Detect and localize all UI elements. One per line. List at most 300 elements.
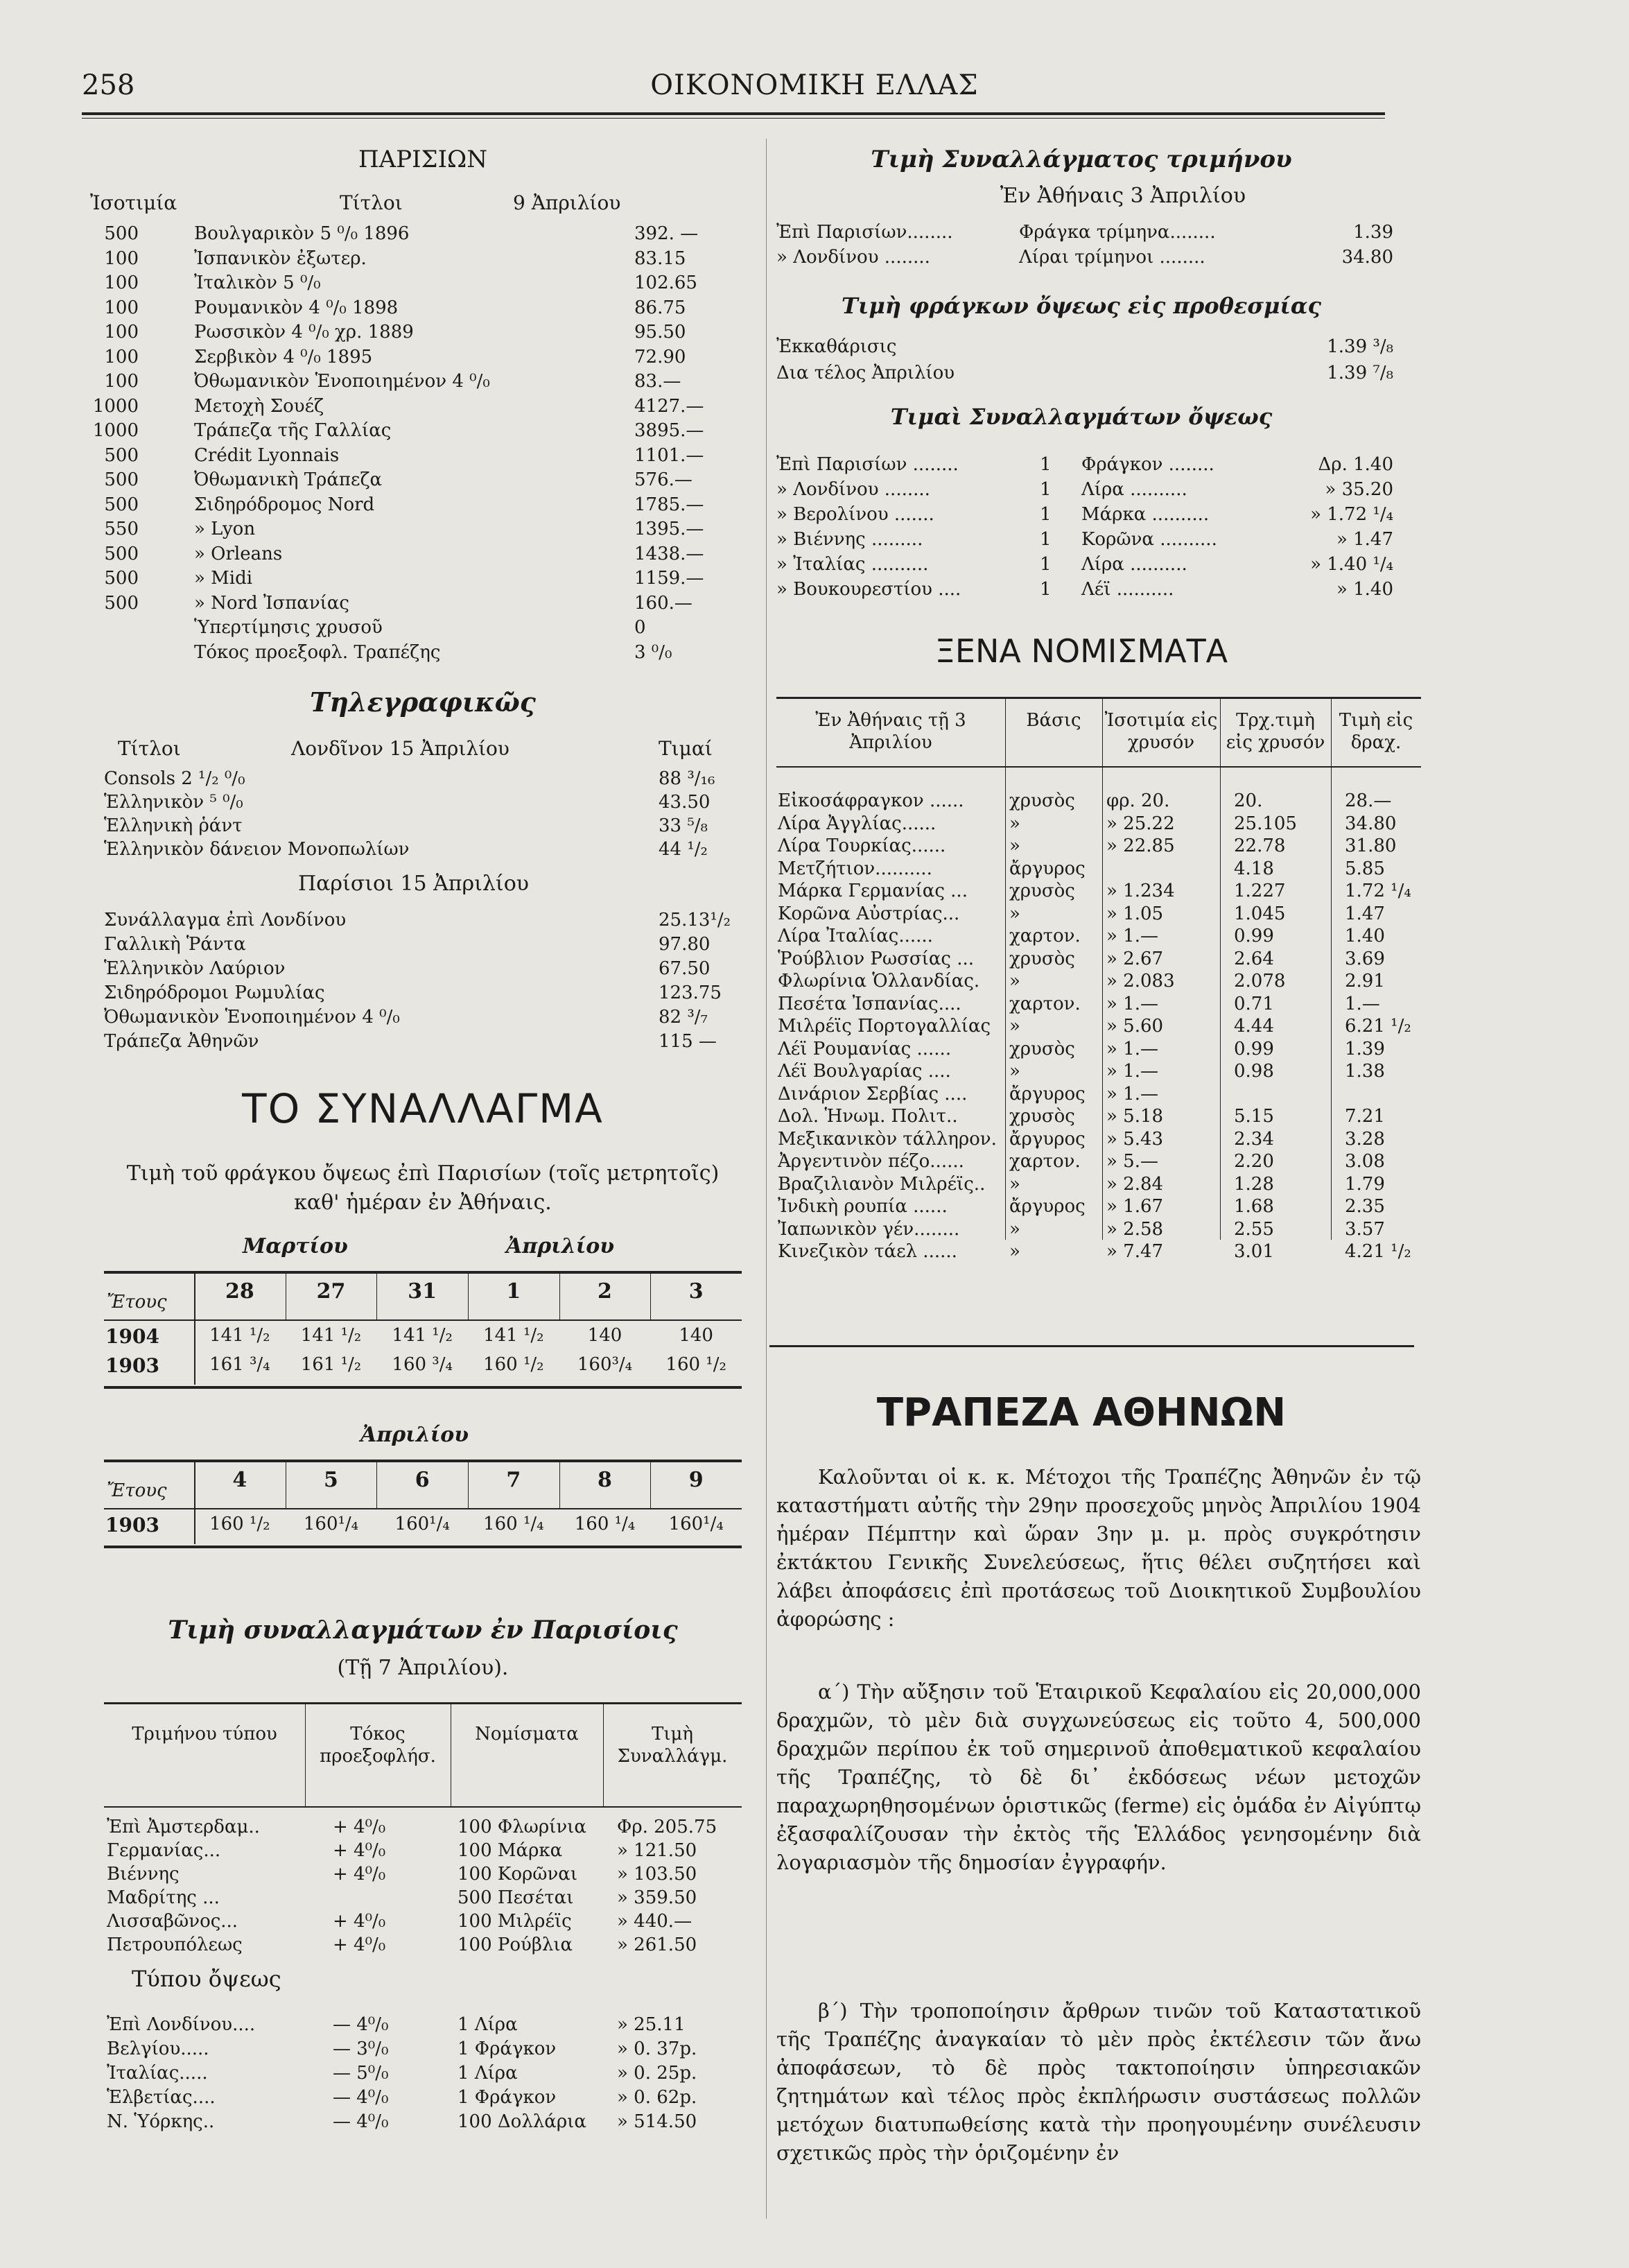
foreign-par: » 1.— — [1106, 926, 1158, 946]
paris-rates-price: » 0. 25p. — [617, 2063, 697, 2084]
advance-price: 1.39 ³/₈ — [1327, 336, 1393, 357]
foreign-par: » 25.22 — [1106, 813, 1175, 834]
paris-rates-rate: — 5⁰/₀ — [333, 2063, 389, 2084]
column-divider — [766, 139, 767, 2219]
paris-col-par: Ἰσοτιμία — [90, 191, 177, 214]
foreign-par: » 2.67 — [1106, 948, 1164, 969]
foreign-coin: Λέϊ Βουλγαρίας .... — [778, 1061, 951, 1082]
paris-row-par: 100 — [104, 346, 139, 367]
foreign-coin: Λίρα Ἀγγλίας...... — [778, 813, 937, 834]
paris-rates-price: » 25.11 — [617, 2014, 686, 2035]
paris-row-par: 100 — [104, 371, 139, 392]
foreign-par: » 1.— — [1106, 1083, 1158, 1105]
bank-title: ΤΡΑΠΕΖΑ ΑΘΗΝΩΝ — [876, 1390, 1287, 1435]
paris-rates-header: Τιμὴ Συναλλάγμ. — [617, 1724, 728, 1767]
paris-rates-price: » 359.50 — [617, 1887, 697, 1908]
telegraph-london-name: Ἑλληνικὸν ⁵ ⁰/₀ — [104, 792, 243, 813]
exchange-t1-row-value: 140 — [679, 1325, 713, 1346]
foreign-par: » 5.— — [1106, 1151, 1158, 1172]
sight-qty: 1 — [1040, 504, 1052, 525]
foreign-drachma: 1.72 ¹/₄ — [1345, 881, 1411, 901]
foreign-coin: Λέϊ Ρουμανίας ...... — [778, 1038, 952, 1059]
foreign-basis: ἄργυρος — [1009, 858, 1086, 879]
paris-rates-rate: — 4⁰/₀ — [333, 2014, 389, 2035]
triminou-coin: Λίραι τρίμηνοι ........ — [1019, 247, 1205, 268]
paris-col-title: Τίτλοι — [340, 191, 403, 214]
foreign-drachma: 31.80 — [1345, 836, 1397, 856]
exchange-t1-day: 27 — [316, 1279, 346, 1304]
exchange-t2-day-divider — [559, 1460, 560, 1508]
foreign-drachma: 1.— — [1345, 993, 1380, 1014]
exchange-t1-rule-bottom — [104, 1386, 742, 1389]
exchange-t1-row-value: 141 ¹/₂ — [209, 1325, 270, 1346]
foreign-basis: χρυσὸς — [1009, 1106, 1075, 1127]
exchange-t2-day: 7 — [506, 1468, 521, 1492]
foreign-par: » 7.47 — [1106, 1241, 1164, 1262]
foreign-drachma: 1.39 — [1345, 1038, 1385, 1059]
sight-price: » 1.47 — [1336, 529, 1393, 550]
exchange-t1-day: 31 — [408, 1279, 437, 1304]
paris-rates-rate: + 4⁰/₀ — [333, 1911, 386, 1932]
foreign-drachma: 3.28 — [1345, 1128, 1385, 1150]
foreign-gold: 3.01 — [1234, 1241, 1274, 1262]
paris-rates-place: Πετρουπόλεως — [107, 1934, 243, 1955]
exchange-t2-rule-top — [104, 1460, 742, 1462]
paris-rates-title: Τιμὴ συναλλαγμάτων ἐν Παρισίοις — [168, 1616, 678, 1645]
paris-title: ΠΑΡΙΣΙΩΝ — [358, 146, 487, 173]
paris-row-price: 3 ⁰/₀ — [634, 641, 672, 663]
exchange-t1-day: 2 — [598, 1279, 612, 1304]
telegraph-london-price: 43.50 — [659, 792, 711, 813]
exchange-t1-row-value: 140 — [587, 1325, 622, 1346]
paris-row-price: 160.— — [634, 592, 692, 614]
paris-rates-coin: 1 Λίρα — [458, 2063, 518, 2084]
paris-row-par: 500 — [104, 223, 139, 244]
foreign-gold: 5.15 — [1234, 1106, 1274, 1127]
paris-row-par: 1000 — [92, 395, 139, 417]
paris-col-date: 9 Ἀπριλίου — [513, 191, 621, 214]
sight-price: » 35.20 — [1325, 479, 1393, 500]
exchange-t1-day: 1 — [506, 1279, 521, 1304]
foreign-coin: Εἰκοσάφραγκον ...... — [778, 790, 964, 811]
foreign-drachma: 2.91 — [1345, 971, 1385, 992]
telegraph-paris-price: 25.13¹/₂ — [659, 910, 731, 930]
paris-rates-place: Μαδρίτης ... — [107, 1887, 220, 1908]
telegraph-paris-name: Σιδηρόδρομοι Ρωμυλίας — [104, 982, 325, 1003]
foreign-drachma: 4.21 ¹/₂ — [1345, 1241, 1411, 1262]
foreign-header: Τρχ.τιμὴ εἰς χρυσόν — [1226, 710, 1325, 753]
paris-row-name: Ἰταλικὸν 5 ⁰/₀ — [194, 272, 321, 293]
foreign-rule-top — [776, 697, 1421, 699]
paris-rates-place: Ἰταλίας..... — [107, 2063, 208, 2084]
advance-price: 1.39 ⁷/₈ — [1327, 363, 1393, 383]
paris-row-name: Ρουμανικὸν 4 ⁰/₀ 1898 — [194, 297, 399, 318]
paris-row-name: » Midi — [194, 568, 253, 589]
telegraph-london-name: Ἑλληνικὴ ῥάντ — [104, 815, 243, 836]
paris-rates-place: Γερμανίας... — [107, 1840, 221, 1861]
exchange-t1-year-label: Ἔτους — [107, 1292, 167, 1313]
sight-qty: 1 — [1040, 529, 1052, 550]
page-number: 258 — [82, 69, 135, 101]
paris-row-par: 100 — [104, 322, 139, 343]
foreign-basis: χρυσὸς — [1009, 948, 1075, 969]
foreign-basis: ἄργυρος — [1009, 1196, 1086, 1217]
exchange-t1-row-value: 161 ³/₄ — [209, 1354, 270, 1375]
sight-place: Ἐπὶ Παρισίων ........ — [776, 454, 959, 475]
paris-rates-price: Φρ. 205.75 — [617, 1817, 717, 1837]
foreign-gold: 4.44 — [1234, 1016, 1274, 1037]
paris-rates-place: Ν. Ὑόρκης.. — [107, 2111, 215, 2132]
paris-rates-rate: — 4⁰/₀ — [333, 2087, 389, 2108]
foreign-gold: 4.18 — [1234, 858, 1274, 879]
bank-paragraph-1: Καλοῦνται οἱ κ. κ. Μέτοχοι τῆς Τραπέζης Ἀθηνῶν ἐν τῷ καταστήματι αὐτῆς τὴν 29ην προσεχοῦς μηνὸς Ἀπριλίου 1904 ἡμέραν Πέμπτην καὶ ὥραν 3ην μ. μ. πρὸς συγκρότησιν ἐκτάκτου Γενικῆς Συνελεύσεως, ἥτις θέλει συζητήσει καὶ λάβει ἀποφάσεις ἐπὶ προτάσεως τοῦ Διοικητικοῦ Συμβουλίου ἀφορώσης : — [776, 1465, 1421, 1631]
sight-qty: 1 — [1040, 554, 1052, 575]
exchange-t2-year-label: Ἔτους — [107, 1480, 167, 1501]
paris-rates-coin: 100 Ρούβλια — [458, 1934, 573, 1955]
exchange-t1-day-divider — [376, 1271, 377, 1319]
foreign-basis: χρυσὸς — [1009, 790, 1075, 811]
foreign-col-divider — [1005, 697, 1006, 1240]
foreign-par: » 2.083 — [1106, 971, 1175, 992]
exchange-t1-day-divider — [468, 1271, 469, 1319]
telegraph-paris-price: 67.50 — [659, 958, 711, 979]
foreign-basis: » — [1009, 836, 1020, 856]
triminou-title: Τιμὴ Συναλλάγματος τριμήνου — [871, 146, 1292, 173]
foreign-basis: » — [1009, 1061, 1020, 1082]
foreign-coin: Ῥούβλιον Ρωσσίας ... — [778, 948, 974, 969]
foreign-drachma: 28.— — [1345, 790, 1392, 811]
foreign-basis: » — [1009, 903, 1020, 924]
foreign-par: » 1.— — [1106, 993, 1158, 1014]
foreign-basis: » — [1009, 1241, 1020, 1262]
foreign-gold: 25.105 — [1234, 813, 1297, 834]
sight-qty: 1 — [1040, 579, 1052, 600]
foreign-gold: 2.64 — [1234, 948, 1274, 969]
paris-rates-rate: — 3⁰/₀ — [333, 2038, 389, 2059]
foreign-coin: Βραζιλιανὸν Μιλρέϊς.. — [778, 1173, 986, 1195]
paris-row-price: 1395.— — [634, 519, 704, 539]
bank-rule — [769, 1345, 1414, 1347]
exchange-t2-day: 9 — [688, 1468, 704, 1492]
foreign-coin: Μιλρέϊς Πορτογαλλίας — [778, 1016, 991, 1037]
paris-row-name: » Nord Ἰσπανίας — [194, 592, 349, 614]
paris-rates-price: » 514.50 — [617, 2111, 697, 2132]
paris-row-par: 500 — [104, 592, 139, 614]
paris-rates-coin: 1 Λίρα — [458, 2014, 518, 2035]
foreign-header: Ἰσοτιμία εἰς χρυσόν — [1104, 710, 1218, 753]
foreign-basis: ἄργυρος — [1009, 1128, 1086, 1150]
foreign-coin: Κινεζικὸν τάελ ...... — [778, 1241, 957, 1262]
paris-row-price: 83.— — [634, 371, 681, 392]
paris-row-price: 1159.— — [634, 568, 704, 589]
paris-rates-place: Ἑλβετίας.... — [107, 2087, 216, 2108]
paris-rates-rule-mid — [104, 1806, 742, 1808]
telegraph-paris-subtitle: Παρίσιοι 15 Ἀπριλίου — [298, 872, 529, 896]
foreign-basis: » — [1009, 1218, 1020, 1240]
foreign-coin: Κορῶνα Αὐστρίας... — [778, 903, 960, 924]
foreign-drachma: 34.80 — [1345, 813, 1397, 834]
exchange-t2-day-divider — [468, 1460, 469, 1508]
foreign-drachma: 3.57 — [1345, 1218, 1385, 1240]
telegraph-paris-price: 115 — — [659, 1031, 717, 1052]
paris-rates-price: » 440.— — [617, 1911, 692, 1932]
triminou-subtitle: Ἐν Ἀθήναις 3 Ἀπριλίου — [1000, 184, 1246, 208]
paris-row-price: 83.15 — [634, 248, 686, 269]
paris-rates-rate: + 4⁰/₀ — [333, 1840, 386, 1861]
foreign-drachma: 1.47 — [1345, 903, 1385, 924]
exchange-t1-row-year: 1904 — [105, 1325, 159, 1348]
foreign-gold: 1.28 — [1234, 1173, 1274, 1195]
paris-row-par: 500 — [104, 494, 139, 515]
triminou-place: » Λονδίνου ........ — [776, 247, 930, 268]
triminou-coin: Φράγκα τρίμηνα........ — [1019, 222, 1216, 243]
foreign-gold: 0.98 — [1234, 1061, 1274, 1082]
exchange-t2-row-value: 160 ¹/₄ — [483, 1514, 544, 1534]
paris-rates-place: Βιέννης — [107, 1864, 180, 1885]
exchange-t2-row-value: 160 ¹/₂ — [209, 1514, 270, 1534]
foreign-col-divider — [1220, 697, 1221, 1240]
paris-rates-coin: 100 Μάρκα — [458, 1840, 563, 1861]
exchange-t1-row-value: 160 ¹/₂ — [483, 1354, 544, 1375]
sight-place: » Βερολίνου ....... — [776, 504, 934, 525]
foreign-gold: 1.045 — [1234, 903, 1286, 924]
exchange-t1-row-value: 141 ¹/₂ — [483, 1325, 544, 1346]
exchange-subtitle-2: καθ' ἡμέραν ἐν Ἀθήναις. — [294, 1191, 552, 1215]
foreign-par: φρ. 20. — [1106, 790, 1170, 811]
foreign-basis: » — [1009, 813, 1020, 834]
advance-label: Ἐκκαθάρισις — [776, 336, 897, 357]
telegraph-paris-name: Συνάλλαγμα ἐπὶ Λονδίνου — [104, 910, 347, 930]
foreign-basis: χρυσὸς — [1009, 1038, 1075, 1059]
exchange-title: ΤΟ ΣΥΝΑΛΛΑΓΜΑ — [242, 1085, 604, 1132]
paris-rates-coin: 100 Φλωρίνια — [458, 1817, 586, 1837]
paris-row-price: 1101.— — [634, 444, 704, 466]
telegraph-paris-name: Τράπεζα Ἀθηνῶν — [104, 1031, 259, 1052]
foreign-basis: χαρτον. — [1009, 993, 1081, 1014]
telegraph-london-price: 33 ⁵/₈ — [659, 815, 708, 836]
paris-row-par: 1000 — [92, 420, 139, 441]
paris-row-par: 100 — [104, 272, 139, 293]
sight-qty: 1 — [1040, 454, 1052, 475]
sight-price: » 1.72 ¹/₄ — [1310, 504, 1393, 525]
advance-label: Δια τέλος Ἀπριλίου — [776, 363, 955, 383]
foreign-par: » 22.85 — [1106, 836, 1175, 856]
paris-rates-rate: — 4⁰/₀ — [333, 2111, 389, 2132]
foreign-basis: χαρτον. — [1009, 926, 1081, 946]
paris-rates-header: Νομίσματα — [475, 1724, 579, 1745]
sight-place: » Βιέννης ......... — [776, 529, 923, 550]
foreign-header: Βάσις — [1026, 710, 1081, 731]
sight-coin: Λίρα .......... — [1081, 479, 1187, 500]
foreign-par: » 1.67 — [1106, 1196, 1164, 1217]
paris-row-name: Ὀθωμανικὴ Τράπεζα — [194, 469, 383, 490]
telegraph-london-name: Ἑλληνικὸν δάνειον Μονοπωλίων — [104, 839, 410, 860]
exchange-t1-day: 3 — [688, 1279, 704, 1304]
paris-rates-rate: + 4⁰/₀ — [333, 1864, 386, 1885]
foreign-par: » 5.60 — [1106, 1016, 1164, 1037]
paris-rates-place: Ἐπὶ Λονδίνου.... — [107, 2014, 256, 2035]
foreign-coin: Φλωρίνια Ὁλλανδίας. — [778, 971, 980, 992]
sight-place: » Ἰταλίας .......... — [776, 554, 929, 575]
foreign-title: ΞΕΝΑ ΝΟΜΙΣΜΑΤΑ — [934, 632, 1228, 670]
telegraph-london-price: 44 ¹/₂ — [659, 839, 708, 860]
foreign-gold: 2.20 — [1234, 1151, 1274, 1172]
paris-rates-rate: + 4⁰/₀ — [333, 1817, 386, 1837]
paris-row-price: 3895.— — [634, 420, 704, 441]
page-header-title: ΟΙΚΟΝΟΜΙΚΗ ΕΛΛΑΣ — [650, 69, 979, 101]
exchange-t2-day-divider — [376, 1460, 377, 1508]
foreign-coin: Δολ. Ἡνωμ. Πολιτ.. — [778, 1106, 958, 1127]
paris-row-name: Σερβικὸν 4 ⁰/₀ 1895 — [194, 346, 373, 367]
paris-rates-subtitle: (Τῇ 7 Ἀπριλίου). — [337, 1656, 509, 1680]
paris-row-name: Βουλγαρικὸν 5 ⁰/₀ 1896 — [194, 223, 410, 244]
exchange-t2-day: 8 — [598, 1468, 612, 1492]
header-rule — [82, 112, 1385, 115]
exchange-t1-day-divider — [650, 1271, 651, 1319]
paris-row-par: 100 — [104, 297, 139, 318]
telegraph-paris-price: 82 ³/₇ — [659, 1007, 708, 1028]
foreign-coin: Πεσέτα Ἰσπανίας.... — [778, 993, 961, 1014]
foreign-par: » 2.58 — [1106, 1218, 1164, 1240]
exchange-t2-rule-mid — [104, 1508, 742, 1509]
sight-price: Δρ. 1.40 — [1318, 454, 1393, 475]
bank-paragraph-2: α΄) Τὴν αὔξησιν τοῦ Ἑταιρικοῦ Κεφαλαίου εἰς 20,000,000 δραχμῶν, τὸ μὲν διὰ συγχωνεύσεως εἰς τοῦτο 4, 500,000 δραχμῶν περίπου ἐκ τοῦ σημερινοῦ ἀποθεματικοῦ κεφαλαίου τῆς Τραπέζης, τὸ δὲ δι᾽ ἐκδόσεως νέων μετοχῶν παραχωρηθησομένων ὁριστικῶς (ferme) εἰς ὁμάδα ἐν Αἰγύπτῳ ἐξασφαλίζουσαν τὴν ἐκτὸς τῆς Ἑλλάδος γενησομένην διὰ λογαριασμὸν τῆς δημοσίαν ἐγγραφήν. — [776, 1680, 1421, 1874]
foreign-par: » 1.— — [1106, 1038, 1158, 1059]
foreign-gold: 0.71 — [1234, 993, 1274, 1014]
exchange-t2-day-divider — [650, 1460, 651, 1508]
sight-qty: 1 — [1040, 479, 1052, 500]
exchange-t1-row-value: 141 ¹/₂ — [392, 1325, 453, 1346]
foreign-par: » 1.— — [1106, 1061, 1158, 1082]
telegraph-paris-price: 97.80 — [659, 934, 711, 955]
foreign-basis: ἄργυρος — [1009, 1083, 1086, 1105]
foreign-drachma: 1.40 — [1345, 926, 1385, 946]
foreign-drachma: 1.79 — [1345, 1173, 1385, 1195]
exchange-t1-rule-top — [104, 1271, 742, 1274]
foreign-drachma: 7.21 — [1345, 1106, 1385, 1127]
sight-coin: Μάρκα .......... — [1081, 504, 1210, 525]
foreign-basis: » — [1009, 971, 1020, 992]
sight-place: » Λονδίνου ........ — [776, 479, 930, 500]
exchange-t1-day: 28 — [225, 1279, 254, 1304]
paris-row-price: 392. — — [634, 223, 699, 244]
paris-row-name: Crédit Lyonnais — [194, 444, 340, 466]
exchange-month-april: Ἀπριλίου — [506, 1234, 615, 1258]
telegraph-london-name: Consols 2 ¹/₂ ⁰/₀ — [104, 768, 245, 789]
paris-row-par: 500 — [104, 444, 139, 466]
exchange-t1-row-year: 1903 — [105, 1354, 159, 1377]
paris-rates-rule-top — [104, 1702, 742, 1704]
paris-rates-place: Βελγίου..... — [107, 2038, 209, 2059]
paris-row-name: Τράπεζα τῆς Γαλλίας — [194, 420, 392, 441]
paris-row-price: 0 — [634, 617, 646, 638]
foreign-drachma: 3.08 — [1345, 1151, 1385, 1172]
exchange-t2-row-year: 1903 — [105, 1514, 159, 1536]
header-rule-thin — [82, 118, 1385, 119]
exchange-t1-row-value: 141 ¹/₂ — [300, 1325, 362, 1346]
foreign-header: Τιμὴ εἰς δραχ. — [1339, 710, 1413, 753]
exchange-t1-row-value: 160 ³/₄ — [392, 1354, 453, 1375]
exchange-t1-row-value: 160³/₄ — [577, 1354, 633, 1375]
sight-coin: Λέϊ .......... — [1081, 579, 1174, 600]
exchange-t2-row-value: 160¹/₄ — [668, 1514, 724, 1534]
foreign-basis: » — [1009, 1016, 1020, 1037]
exchange-t2-rule-bottom — [104, 1546, 742, 1548]
telegraph-paris-price: 123.75 — [659, 982, 722, 1003]
telegraph-paris-name: Ἑλληνικὸν Λαύριον — [104, 958, 286, 979]
sight-price: » 1.40 — [1336, 579, 1393, 600]
foreign-gold: 0.99 — [1234, 926, 1274, 946]
paris-row-price: 72.90 — [634, 346, 686, 367]
paris-rates-coin: 100 Μιλρέϊς — [458, 1911, 572, 1932]
foreign-par: » 1.05 — [1106, 903, 1164, 924]
exchange-t2-day: 6 — [415, 1468, 430, 1492]
paris-row-par: 550 — [104, 519, 139, 539]
paris-row-name: Σιδηρόδρομος Nord — [194, 494, 375, 515]
exchange-t1-rule-mid — [104, 1319, 742, 1321]
foreign-gold: 1.68 — [1234, 1196, 1274, 1217]
paris-row-price: 1438.— — [634, 543, 704, 564]
paris-rates-place: Ἐπὶ Ἀμστερδαμ.. — [107, 1817, 260, 1837]
paris-rates-coin: 500 Πεσέται — [458, 1887, 574, 1908]
paris-row-price: 95.50 — [634, 322, 686, 343]
paris-rates-price: » 0. 62p. — [617, 2087, 697, 2108]
paris-row-price: 576.— — [634, 469, 692, 490]
paris-rates-price: » 103.50 — [617, 1864, 697, 1885]
paris-row-name: Τόκος προεξοφλ. Τραπέζης — [194, 641, 441, 663]
foreign-gold: 1.227 — [1234, 881, 1286, 901]
bank-paragraph-3: β΄) Τὴν τροποποίησιν ἄρθρων τινῶν τοῦ Καταστατικοῦ τῆς Τραπέζης ἀναγκαίαν τὸ μὲν πρὸς ἐκτέλεσιν τῶν ἄνω ἀποφάσεων, τὸ δὲ πρὸς τακτοποίησιν ὑπηρεσιακῶν ζητημάτων καὶ τέλος πρὸς ἐκπλήρωσιν συστάσεως πολλῶν μετόχων διατυπωθείσης κατὰ τὴν προηγουμένην συνέλευσιν σχετικῶς πρὸς τὴν ὁριζομένην ἐν — [776, 1999, 1421, 2165]
telegraph-title: Τηλεγραφικῶς — [310, 686, 536, 718]
foreign-par: » 5.43 — [1106, 1128, 1164, 1150]
paris-row-name: Μετοχὴ Σουέζ — [194, 395, 324, 417]
paris-rates-coin: 1 Φράγκον — [458, 2087, 557, 2108]
exchange-t1-row-value: 160 ¹/₂ — [665, 1354, 726, 1375]
paris-row-price: 86.75 — [634, 297, 686, 318]
paris-row-par: 500 — [104, 469, 139, 490]
exchange-month-april-2: Ἀπριλίου — [360, 1423, 469, 1447]
paris-rates-sight-label: Τύπου ὄψεως — [132, 1966, 281, 1992]
paris-row-price: 102.65 — [634, 272, 697, 293]
foreign-gold: 2.078 — [1234, 971, 1286, 992]
sight-coin: Φράγκον ........ — [1081, 454, 1214, 475]
exchange-t2-row-value: 160 ¹/₄ — [574, 1514, 636, 1534]
sight-coin: Κορῶνα .......... — [1081, 529, 1217, 550]
telegraph-paris-name: Ὀθωμανικὸν Ἑνοποιημένον 4 ⁰/₀ — [104, 1007, 400, 1028]
foreign-coin: Ἰαπωνικὸν γέν........ — [778, 1218, 960, 1240]
foreign-drachma: 5.85 — [1345, 858, 1385, 879]
foreign-basis: χαρτον. — [1009, 1151, 1081, 1172]
foreign-drachma: 3.69 — [1345, 948, 1385, 969]
foreign-coin: Μεξικανικὸν τάλληρον. — [778, 1128, 997, 1150]
exchange-t1-day-divider — [559, 1271, 560, 1319]
foreign-gold: 2.55 — [1234, 1218, 1274, 1240]
foreign-par: » 2.84 — [1106, 1173, 1164, 1195]
exchange-month-march: Μαρτίου — [243, 1234, 348, 1258]
foreign-gold: 0.99 — [1234, 1038, 1274, 1059]
paris-rates-coin: 1 Φράγκον — [458, 2038, 557, 2059]
triminou-price: 34.80 — [1341, 247, 1393, 268]
foreign-coin: Ἀργεντινὸν πέζο...... — [778, 1151, 964, 1172]
sight-place: » Βουκουρεστίου .... — [776, 579, 961, 600]
paris-row-price: 1785.— — [634, 494, 704, 515]
paris-row-name: Ἰσπανικὸν ἐξωτερ. — [194, 248, 367, 269]
triminou-place: Ἐπὶ Παρισίων........ — [776, 222, 953, 243]
sight-title: Τιμαὶ Συναλλαγμάτων ὄψεως — [890, 404, 1273, 430]
foreign-coin: Λίρα Ἰταλίας...... — [778, 926, 933, 946]
foreign-col-divider — [1102, 697, 1103, 1240]
foreign-drachma: 1.38 — [1345, 1061, 1385, 1082]
